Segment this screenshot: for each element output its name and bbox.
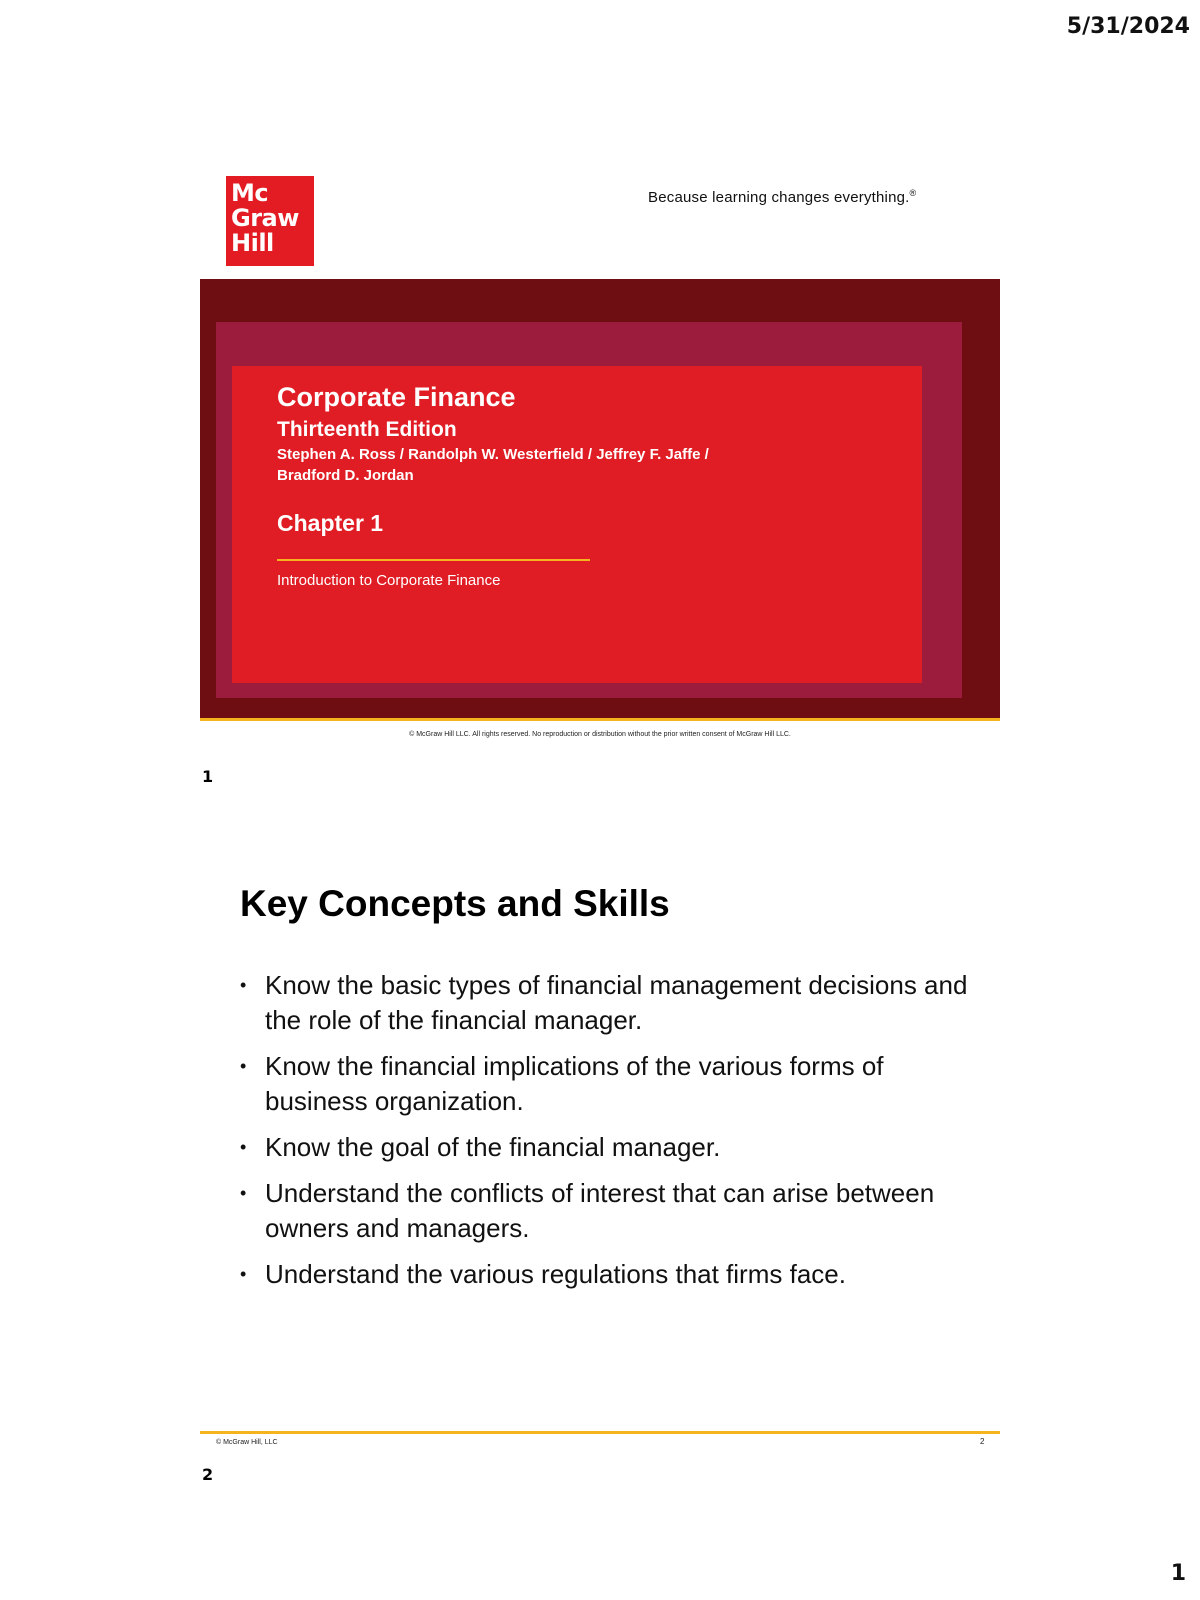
bullet-icon: • (240, 1137, 247, 1157)
bullet-icon: • (240, 975, 247, 995)
slide2-gold-rule (200, 1431, 1000, 1434)
list-item (240, 1176, 980, 1246)
logo-line-hill: Hill (231, 229, 274, 257)
bullet-icon: • (240, 1183, 247, 1203)
list-item-text: Know the basic types of financial management decisions and the role of the financial manager. (265, 970, 968, 1035)
authors-line-2: Bradford D. Jordan (277, 467, 414, 484)
bullet-icon: • (240, 1264, 247, 1284)
authors-line-1: Stephen A. Ross / Randolph W. Westerfield / Jeffrey F. Jaffe / (277, 446, 709, 463)
list-item-text: Know the financial implications of the various forms of business organization. (265, 1051, 884, 1116)
tagline-text: Because learning changes everything. (648, 189, 910, 206)
list-item (240, 1130, 980, 1165)
key-concepts-list (240, 968, 980, 1303)
logo-line-graw: Graw (231, 204, 299, 232)
book-edition: Thirteenth Edition (277, 418, 457, 441)
slide2-label: 2 (202, 1465, 214, 1484)
tagline (648, 188, 916, 206)
list-item-text: Understand the conflicts of interest that can arise between owners and managers. (265, 1178, 935, 1243)
list-item-text: Understand the various regulations that firms face. (265, 1259, 846, 1289)
chapter-title: Introduction to Corporate Finance (277, 572, 501, 589)
list-item-text: Know the goal of the financial manager. (265, 1132, 721, 1162)
list-item (240, 1049, 980, 1119)
title-band-gold-rule (200, 718, 1000, 721)
slide1-copyright: © McGraw Hill LLC. All rights reserved. No reproduction or distribution without the prior written consent of McGraw Hill LLC. (409, 731, 791, 738)
book-title: Corporate Finance (277, 382, 516, 412)
slide2-page-number: 2 (980, 1437, 985, 1446)
slide1-label: 1 (202, 767, 214, 786)
list-item (240, 1257, 980, 1292)
print-date: 5/31/2024 (1066, 14, 1190, 39)
slide2-heading: Key Concepts and Skills (240, 883, 670, 924)
print-page-number: 1 (1170, 1561, 1186, 1586)
slide2-copyright: © McGraw Hill, LLC (216, 1439, 278, 1446)
book-authors (277, 444, 837, 486)
mcgraw-hill-logo (226, 176, 314, 266)
chapter-number: Chapter 1 (277, 510, 384, 536)
logo-line-mc: Mc (231, 179, 269, 207)
list-item (240, 968, 980, 1038)
chapter-divider (277, 559, 590, 561)
bullet-icon: • (240, 1056, 247, 1076)
registered-mark: ® (909, 188, 917, 198)
